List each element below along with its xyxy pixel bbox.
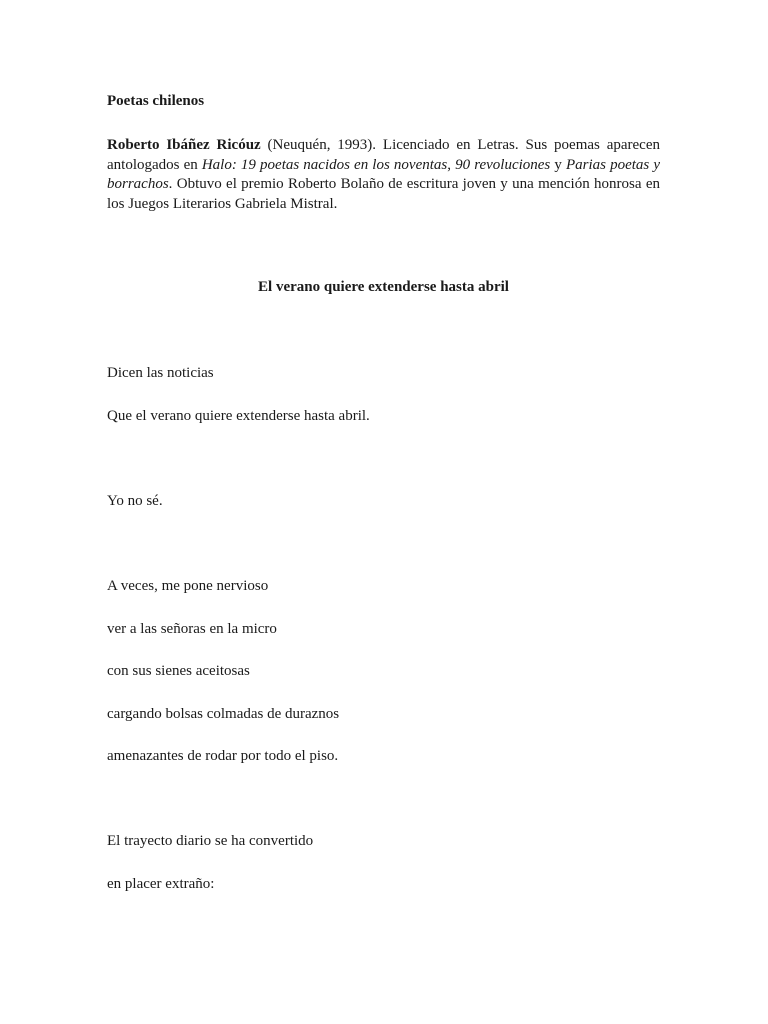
- bio-separator-2: y: [550, 156, 566, 173]
- verse-line: Que el verano quiere extenderse hasta abril.: [107, 408, 370, 424]
- verse-line: amenazantes de rodar por todo el piso.: [107, 748, 339, 764]
- author-bio: [107, 136, 660, 214]
- verse-line: ver a las señoras en la micro: [107, 621, 277, 637]
- verse-line: A veces, me pone nervioso: [107, 578, 269, 594]
- anthology-title-1: Halo: 19 poetas nacidos en los noventas: [201, 156, 448, 173]
- verse-line: en placer extraño:: [107, 876, 215, 892]
- verse-line: cargando bolsas colmadas de duraznos: [107, 706, 340, 722]
- poem-title: El verano quiere extenderse hasta abril: [258, 279, 509, 295]
- bio-separator-1: ,: [447, 156, 456, 173]
- bio-text-2: . Obtuvo el premio Roberto Bolaño de escritura joven y una mención honrosa en los Juegos Literarios Gabriela Mistral.: [107, 176, 660, 212]
- section-title: Poetas chilenos: [107, 93, 205, 109]
- anthology-title-3: Parias poetas y borrachos: [107, 156, 661, 192]
- bio-text-1: (Neuquén, 1993). Licenciado en Letras. Sus poemas aparecen antologados en: [107, 137, 661, 173]
- verse-line: Yo no sé.: [107, 493, 163, 509]
- verse-line: Dicen las noticias: [107, 365, 214, 381]
- verse-line: con sus sienes aceitosas: [107, 663, 250, 679]
- anthology-title-2: 90 revoluciones: [455, 156, 551, 173]
- author-name: Roberto Ibáñez Ricóuz: [107, 137, 261, 153]
- verse-line: El trayecto diario se ha convertido: [107, 833, 314, 849]
